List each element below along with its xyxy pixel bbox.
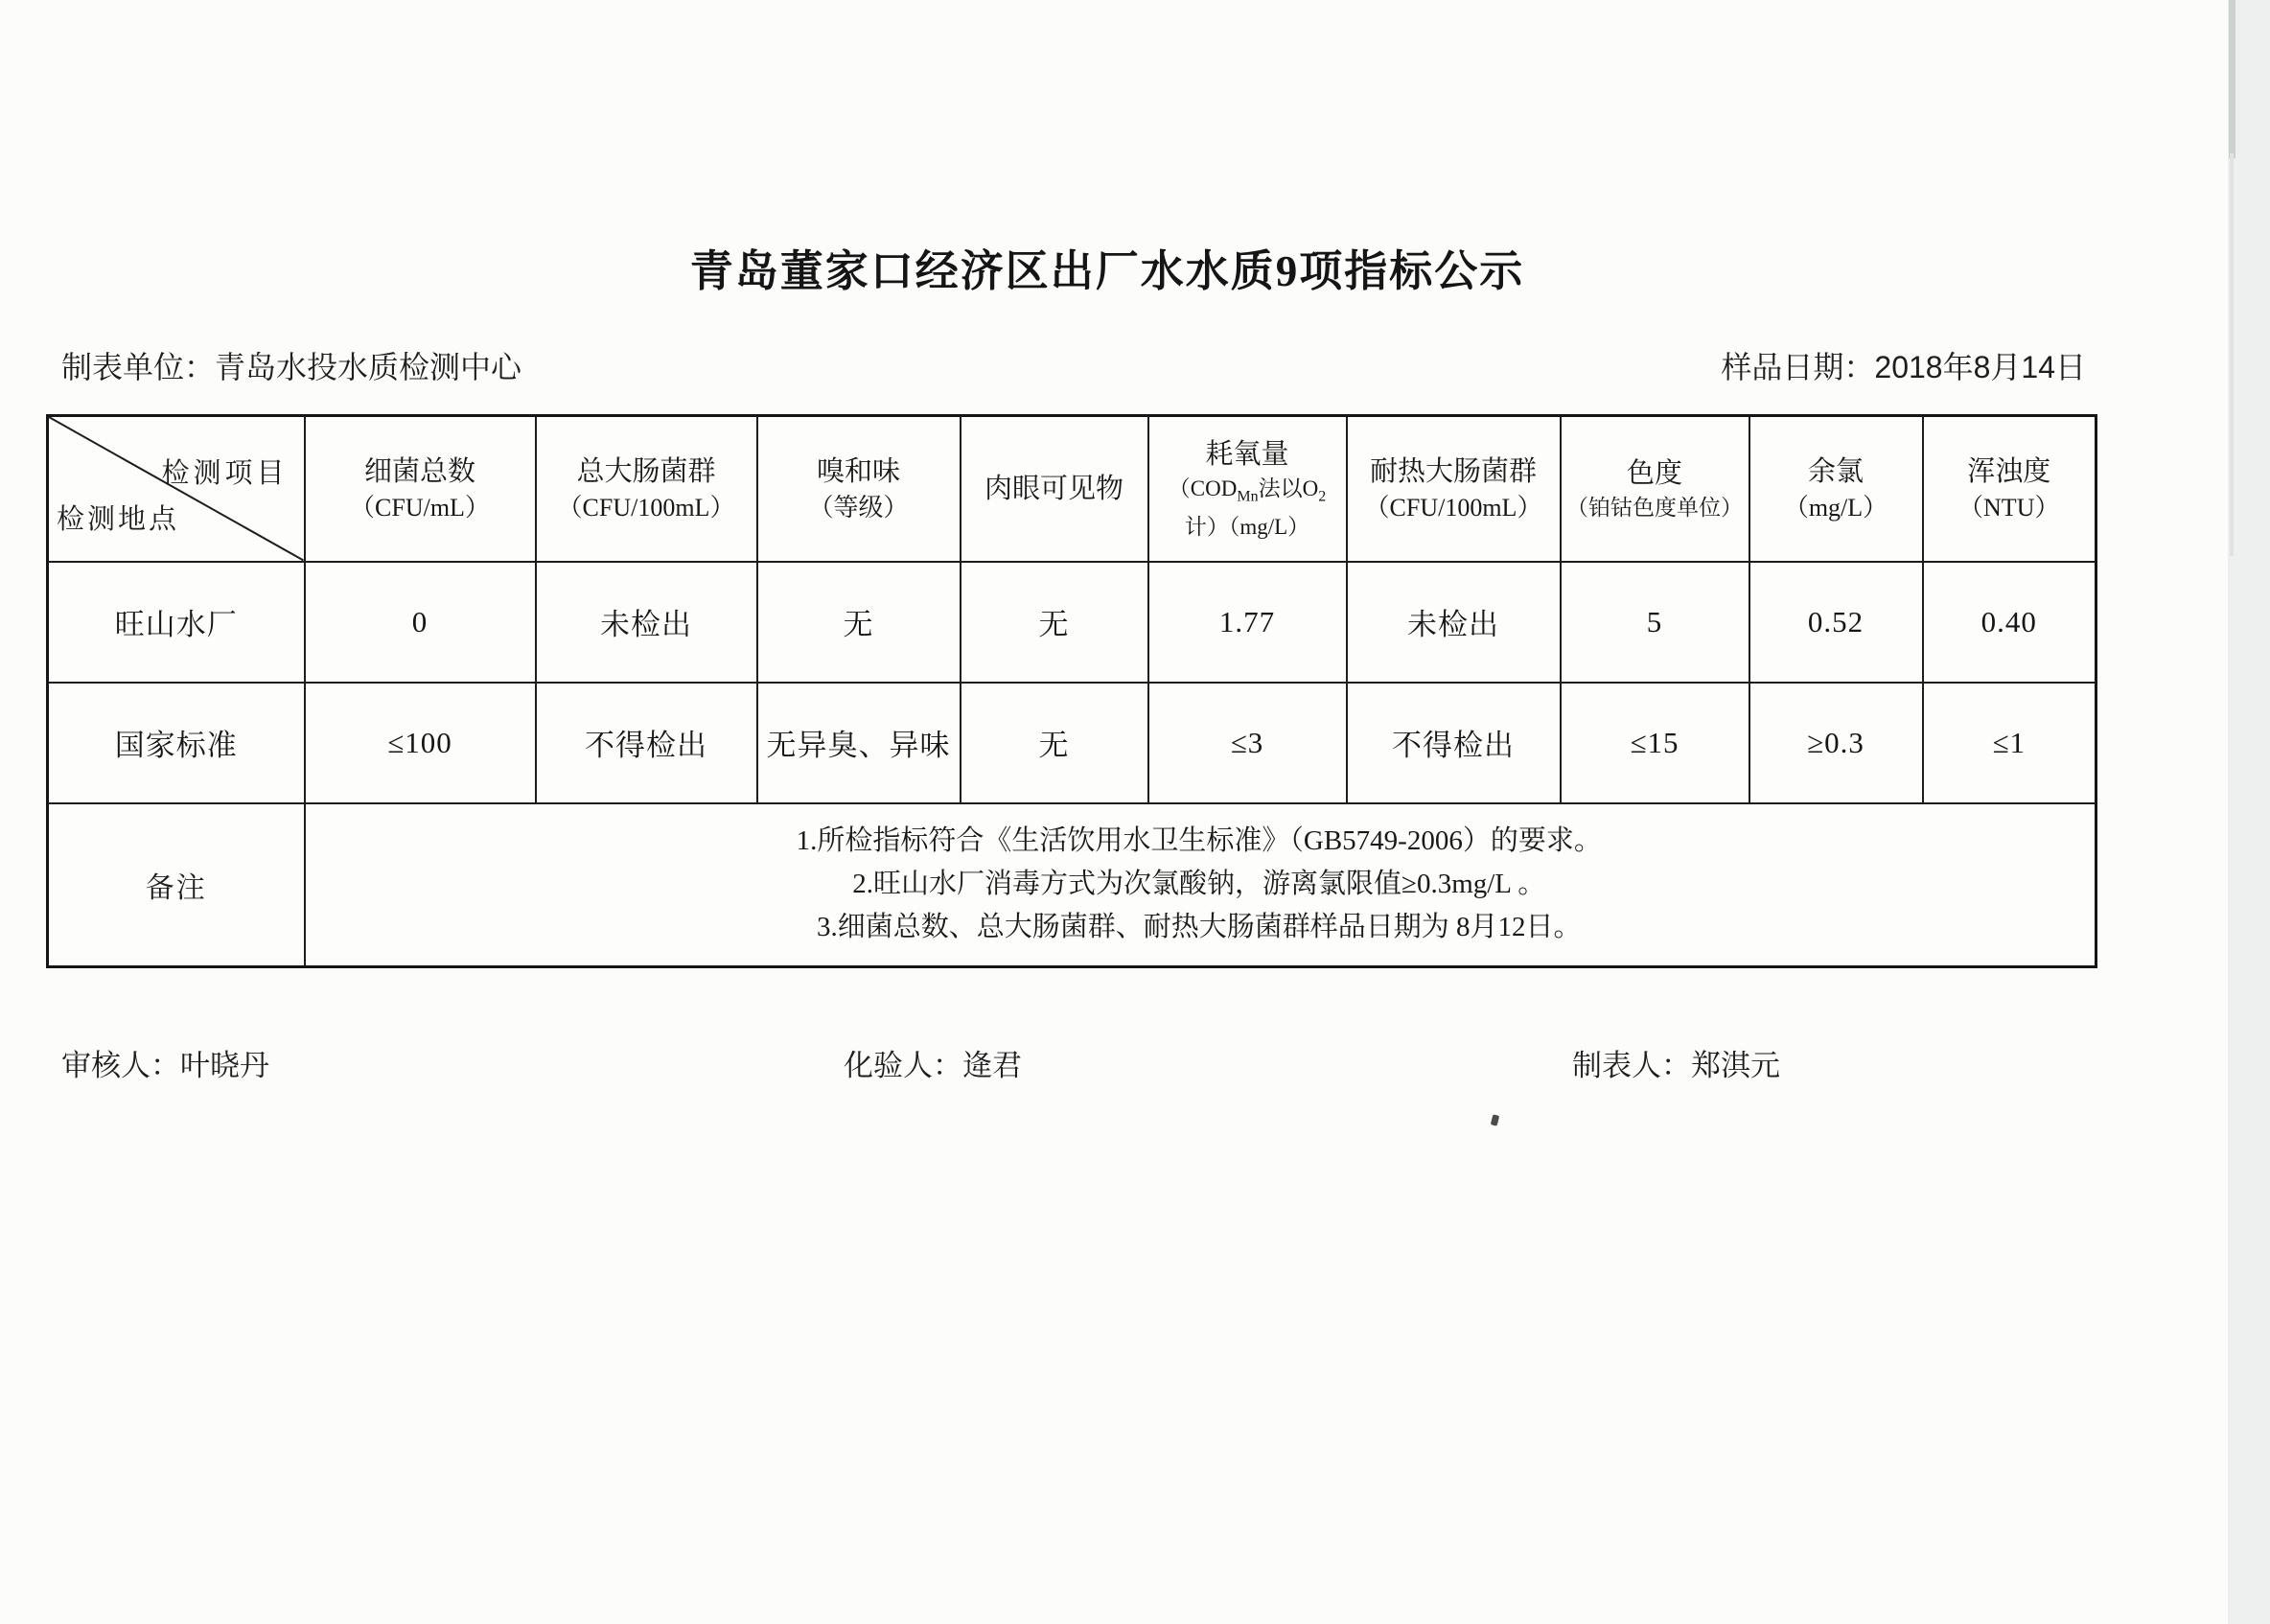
header-name: 色度 <box>1626 458 1682 490</box>
cell-chromaticity: 5 <box>1561 562 1749 683</box>
cell-residual-chlorine: 0.52 <box>1749 562 1923 683</box>
reviewer-label: 审核人：叶晓丹 <box>61 1049 269 1082</box>
corner-label-items: 检测项目 <box>161 458 289 489</box>
column-header-chromaticity <box>1561 416 1749 562</box>
cell-chromaticity: ≤15 <box>1561 683 1749 803</box>
tester-label: 化验人：逄君 <box>844 1049 1022 1082</box>
header-name: 余氯 <box>1807 455 1864 487</box>
cell-odor-taste: 无 <box>757 562 961 683</box>
remark-line-2: 2.旺山水厂消毒方式为次氯酸钠，游离氯限值≥0.3mg/L 。 <box>852 869 1546 900</box>
header-unit: （CFU/mL） <box>350 493 490 522</box>
corner-header-cell <box>48 416 305 562</box>
scan-speck-artifact <box>1491 1114 1499 1125</box>
column-header-heat-resistant-coliform <box>1347 416 1561 562</box>
cell-visible-matter: 无 <box>961 683 1148 803</box>
cell-heat-resistant-coliform: 未检出 <box>1347 562 1561 683</box>
header-name: 耐热大肠菌群 <box>1369 455 1537 487</box>
header-unit: （等级） <box>808 493 909 522</box>
meta-line <box>61 343 2086 387</box>
column-header-bacteria-count <box>305 416 536 562</box>
row-label: 旺山水厂 <box>48 562 305 683</box>
sample-date-label: 样品日期：2018年8月14日 <box>1721 350 2086 384</box>
cell-total-coliform: 未检出 <box>536 562 757 683</box>
cell-residual-chlorine: ≥0.3 <box>1749 683 1923 803</box>
preparer-label: 制表人：郑淇元 <box>1572 1049 1780 1082</box>
header-name: 浑浊度 <box>1967 455 2051 487</box>
column-header-oxygen-consumption <box>1148 416 1347 562</box>
remarks-content <box>305 803 2096 967</box>
remarks-label: 备注 <box>48 803 305 967</box>
header-unit: （CFU/100mL） <box>557 493 735 522</box>
remark-line-1: 1.所检指标符合《生活饮用水卫生标准》（GB5749-2006）的要求。 <box>796 825 1602 857</box>
cell-turbidity: 0.40 <box>1923 562 2096 683</box>
header-name: 总大肠菌群 <box>576 455 716 487</box>
column-header-residual-chlorine <box>1749 416 1923 562</box>
cell-heat-resistant-coliform: 不得检出 <box>1347 683 1561 803</box>
column-header-visible-matter <box>961 416 1148 562</box>
table-row-wangshan-plant <box>48 562 2096 683</box>
cell-odor-taste: 无异臭、异味 <box>757 683 961 803</box>
header-name: 细菌总数 <box>363 455 475 487</box>
column-header-total-coliform <box>536 416 757 562</box>
scanner-edge-line-soft <box>2230 153 2234 556</box>
row-label: 国家标准 <box>48 683 305 803</box>
table-row-national-standard <box>48 683 2096 803</box>
maker-unit-label: 制表单位：青岛水投水质检测中心 <box>61 350 522 384</box>
header-unit: （mg/L） <box>1783 493 1888 522</box>
document-title: 青岛董家口经济区出厂水水质9项指标公示 <box>689 247 1525 295</box>
signature-line <box>0 1041 2270 1083</box>
cell-oxygen-consumption: 1.77 <box>1148 562 1347 683</box>
cell-turbidity: ≤1 <box>1923 683 2096 803</box>
cell-bacteria-count: 0 <box>305 562 536 683</box>
header-name: 耗氧量 <box>1205 439 1289 471</box>
table-header-row <box>48 416 2096 562</box>
cell-visible-matter: 无 <box>961 562 1148 683</box>
column-header-odor-taste <box>757 416 961 562</box>
header-unit: （CFU/100mL） <box>1364 493 1542 522</box>
header-unit: （NTU） <box>1958 493 2060 522</box>
table-row-remarks <box>48 803 2096 967</box>
header-unit: （铂钴色度单位） <box>1566 496 1743 521</box>
water-quality-table <box>46 414 2097 968</box>
corner-label-location: 检测地点 <box>57 504 180 535</box>
remark-line-3: 3.细菌总数、总大肠菌群、耐热大肠菌群样品日期为 8月12日。 <box>816 912 1582 943</box>
scanner-edge-strip <box>2228 0 2270 1624</box>
cell-total-coliform: 不得检出 <box>536 683 757 803</box>
scanner-edge-line <box>2229 0 2235 158</box>
header-unit-cod: （$COD_{Mn}$法以$O_2$ <box>1168 476 1327 506</box>
cell-oxygen-consumption: ≤3 <box>1148 683 1347 803</box>
column-header-turbidity <box>1923 416 2096 562</box>
header-name: 嗅和味 <box>816 455 900 487</box>
header-unit-cod-line2: 计）（mg/L） <box>1184 515 1310 540</box>
cell-bacteria-count: ≤100 <box>305 683 536 803</box>
header-name: 肉眼可见物 <box>984 473 1123 504</box>
